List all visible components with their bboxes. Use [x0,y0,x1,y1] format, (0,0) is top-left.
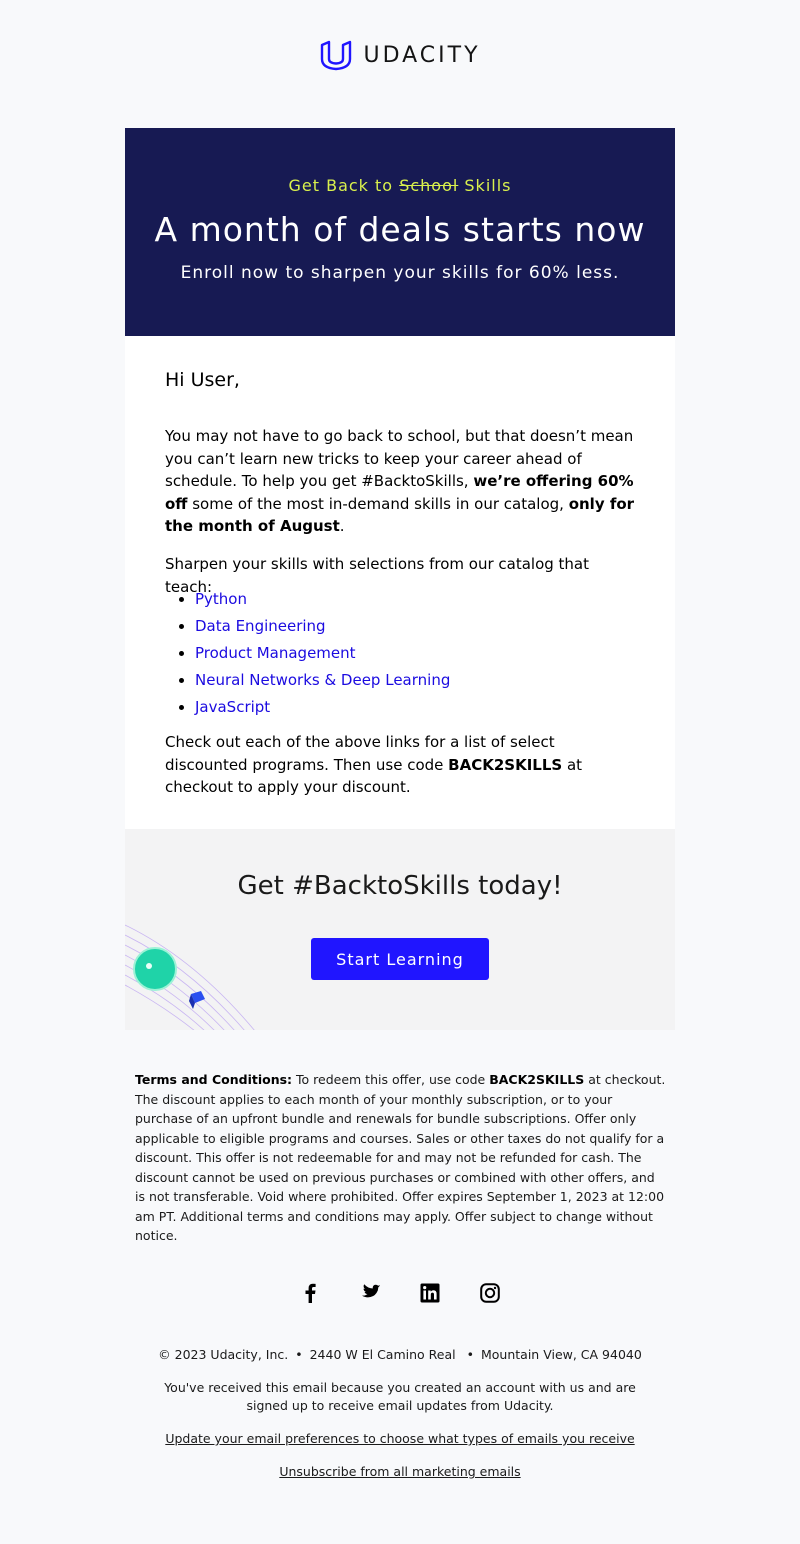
terms-label: Terms and Conditions: [135,1072,293,1087]
udacity-wordmark: UDACITY [363,42,481,68]
topic-link-javascript[interactable]: JavaScript [195,698,271,716]
intro-period: . [339,517,345,535]
promo-code: BACK2SKILLS [448,755,563,774]
social-links [0,1281,800,1305]
separator-dot: • [295,1347,303,1362]
facebook-icon[interactable] [298,1281,322,1305]
topic-link-python[interactable]: Python [195,590,247,608]
terms-and-conditions [135,1070,667,1246]
udacity-u-icon [319,39,353,71]
email-reason [0,1379,800,1415]
cta-heading: Get #BacktoSkills today! [237,871,563,901]
topic-link-neural-networks[interactable]: Neural Networks & Deep Learning [195,671,451,689]
start-learning-button[interactable]: Start Learning [311,938,489,980]
decorative-orbit-graphic [125,919,265,1030]
header [0,0,800,128]
udacity-logo[interactable] [319,39,480,71]
hero-banner [125,128,675,336]
offer-highlight: we’re offering 60% off [165,472,634,513]
intro-paragraph [165,425,635,538]
eyebrow-prefix: Get Back to [288,176,400,195]
intro-text-2: some of the most in-demand skills in our catalog, [187,494,569,513]
intro-text: You may not have to go back to school, but that doesn’t mean you can’t learn new tricks to keep your career ahead of schedule. To help you get #BacktoSkills, [165,427,634,490]
eyebrow-struck-word: School [399,176,459,195]
topic-list [165,587,635,722]
message-body [125,336,675,829]
list-item [195,668,635,695]
twitter-icon[interactable] [358,1281,382,1305]
list-item [195,614,635,641]
hero-eyebrow [125,176,675,195]
list-item [195,641,635,668]
unsubscribe-link[interactable]: Unsubscribe from all marketing emails [279,1464,521,1479]
separator-dot: • [466,1347,474,1362]
copyright: © 2023 Udacity, Inc. [158,1347,289,1362]
terms-text-2: at checkout. The discount applies to each month of your monthly subscription, or to your purchase of an upfront bundle and renewals for bundle subscriptions. Offer only applicable to eligible programs and courses. Sales or other taxes do not qualify for a discount. This offer is not redeemable for and may not be refunded for cash. The discount cannot be used on previous purchases or combined with other offers, and is not transferable. Void where prohibited. Offer expires September 1, 2023 at 12:00 am PT. Additional terms and conditions may apply. Offer subject to change without notice. [135,1072,666,1243]
hero-headline: A month of deals starts now [154,210,646,249]
preferences-row [0,1430,800,1448]
code-text-2: at checkout to apply your discount. [165,755,583,796]
month-highlight: only for the month of August [165,494,635,535]
topic-link-data-engineering[interactable]: Data Engineering [195,617,326,635]
email-reason-text: You've received this email because you created an account with us and are signed up to receive email updates from Udacity. [164,1380,636,1413]
terms-promo-code: BACK2SKILLS [489,1072,585,1087]
cta-section [125,829,675,1030]
hero-subheadline: Enroll now to sharpen your skills for 60% less. [180,263,620,283]
email-preferences-link[interactable]: Update your email preferences to choose what types of emails you receive [165,1431,635,1446]
list-item [195,695,635,722]
topic-link-product-management[interactable]: Product Management [195,644,356,662]
street-address: 2440 W El Camino Real [309,1347,456,1362]
greeting: Hi User, [165,369,240,391]
unsubscribe-row [0,1463,800,1481]
terms-text: To redeem this offer, use code [292,1072,490,1087]
catalog-intro: Sharpen your skills with selections from our catalog that teach: [165,555,589,596]
city-address: Mountain View, CA 94040 [480,1347,642,1362]
code-paragraph [165,731,635,799]
company-address [0,1346,800,1364]
linkedin-icon[interactable] [418,1281,442,1305]
instagram-icon[interactable] [478,1281,502,1305]
code-text: Check out each of the above links for a list of select discounted programs. Then use code [165,733,555,774]
eyebrow-suffix: Skills [458,176,512,195]
list-item [195,587,635,614]
